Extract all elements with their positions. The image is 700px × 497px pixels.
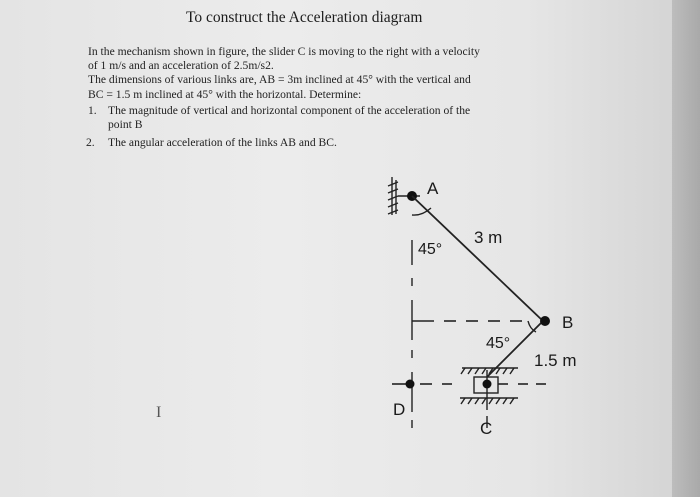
item-1-number: 1.: [88, 104, 97, 117]
item-1-continuation: point B: [108, 118, 143, 131]
label-d: D: [393, 400, 406, 419]
label-b: B: [562, 313, 574, 332]
label-bc-length: 1.5 m: [534, 351, 577, 370]
joint-b: [540, 316, 550, 326]
item-2-number: 2.: [86, 136, 95, 149]
label-angle-a: 45°: [418, 241, 443, 258]
problem-line-1: In the mechanism shown in figure, the slider C is moving to the right with a velocity: [88, 45, 480, 58]
problem-line-3: The dimensions of various links are, AB = 3m inclined at 45° with the vertical and: [88, 73, 471, 86]
point-d: [406, 380, 415, 389]
stray-mark: I: [156, 404, 162, 421]
link-ab: [412, 196, 543, 321]
problem-line-2: of 1 m/s and an acceleration of 2.5m/s2.: [88, 59, 274, 72]
item-2-text: The angular acceleration of the links AB and BC.: [108, 136, 337, 149]
page-title: To construct the Acceleration diagram: [186, 9, 423, 26]
label-a: A: [427, 179, 439, 198]
problem-line-4: BC = 1.5 m inclined at 45° with the horizontal. Determine:: [88, 88, 362, 101]
label-c: C: [480, 419, 493, 438]
label-angle-b: 45°: [486, 335, 511, 352]
joint-c: [483, 380, 492, 389]
label-ab-length: 3 m: [474, 228, 503, 247]
item-1-text: The magnitude of vertical and horizontal component of the acceleration of the: [108, 104, 471, 117]
